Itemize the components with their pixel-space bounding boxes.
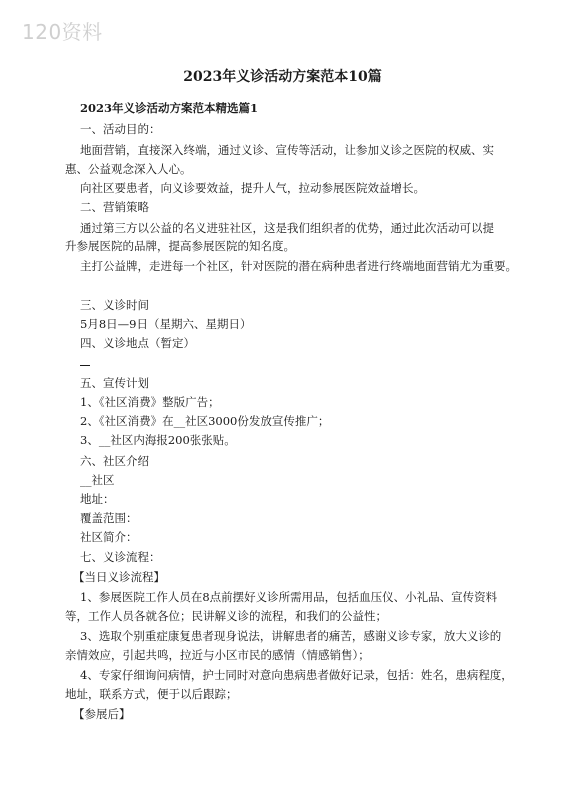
- body-line: __社区: [80, 473, 115, 487]
- body-line: 亲情效应，引起共鸣，拉近与小区市民的感情（情感销售）；: [65, 648, 370, 662]
- body-line: 二、营销策略: [80, 200, 149, 214]
- body-line: 向社区要患者，向义诊要效益，提升人气，拉动参展医院效益增长。: [80, 181, 425, 195]
- body-line: 主打公益牌，走进每一个社区，针对医院的潜在病种患者进行终端地面营销尤为重要。: [80, 259, 517, 273]
- body-line: 地址：: [80, 492, 115, 506]
- body-line: 【参展后】: [73, 707, 131, 721]
- document-title: 2023年义诊活动方案范本10篇: [183, 69, 382, 85]
- blank-dash-divider: [80, 365, 90, 366]
- body-line: 1、参展医院工作人员在8点前摆好义诊所需用品，包括血压仪、小礼品、宣传资料: [80, 590, 498, 604]
- body-line: 六、社区介绍: [80, 454, 149, 468]
- body-line: 一、活动目的：: [80, 122, 161, 136]
- body-line: 地址，联系方式，便于以后跟踪；: [65, 687, 238, 701]
- body-line: 五、宣传计划: [80, 376, 149, 390]
- body-line: 等，工作人员各就各位；民讲解义诊的流程，和我们的公益性；: [65, 609, 387, 623]
- body-line: 3、__社区内海报200张张贴。: [80, 433, 236, 447]
- section-subtitle: 2023年义诊活动方案范本精选篇1: [80, 101, 259, 115]
- body-line: 升参展医院的品牌，提高参展医院的知名度。: [65, 239, 295, 253]
- body-line: 1、《社区消费》整版广告；: [80, 395, 220, 409]
- body-line: 2、《社区消费》在__社区3000份发放宣传推广；: [80, 414, 330, 428]
- body-line: 三、义诊时间: [80, 298, 149, 312]
- body-line: 【当日义诊流程】: [73, 570, 165, 584]
- body-line: 通过第三方以公益的名义进驻社区，这是我们组织者的优势，通过此次活动可以提: [80, 221, 494, 235]
- body-line: 5月8日—9日（星期六、星期日）: [80, 317, 252, 331]
- body-line: 地面营销，直接深入终端，通过义诊、宣传等活动，让参加义诊之医院的权威、实: [80, 143, 494, 157]
- body-line: 七、义诊流程：: [80, 550, 161, 564]
- body-line: 社区简介：: [80, 530, 138, 544]
- body-line: 3、选取个别重症康复患者现身说法，讲解患者的痛苦，感谢义诊专家，放大义诊的: [80, 629, 502, 643]
- body-line: 四、义诊地点（暂定）: [80, 336, 195, 350]
- body-line: 覆盖范围：: [80, 511, 138, 525]
- body-line: 惠、公益观念深入人心。: [65, 162, 192, 176]
- watermark-logo: 120资料: [22, 20, 103, 44]
- body-line: 4、专家仔细询问病情，护士同时对意向患病患者做好记录，包括：姓名，患病程度，: [80, 668, 513, 682]
